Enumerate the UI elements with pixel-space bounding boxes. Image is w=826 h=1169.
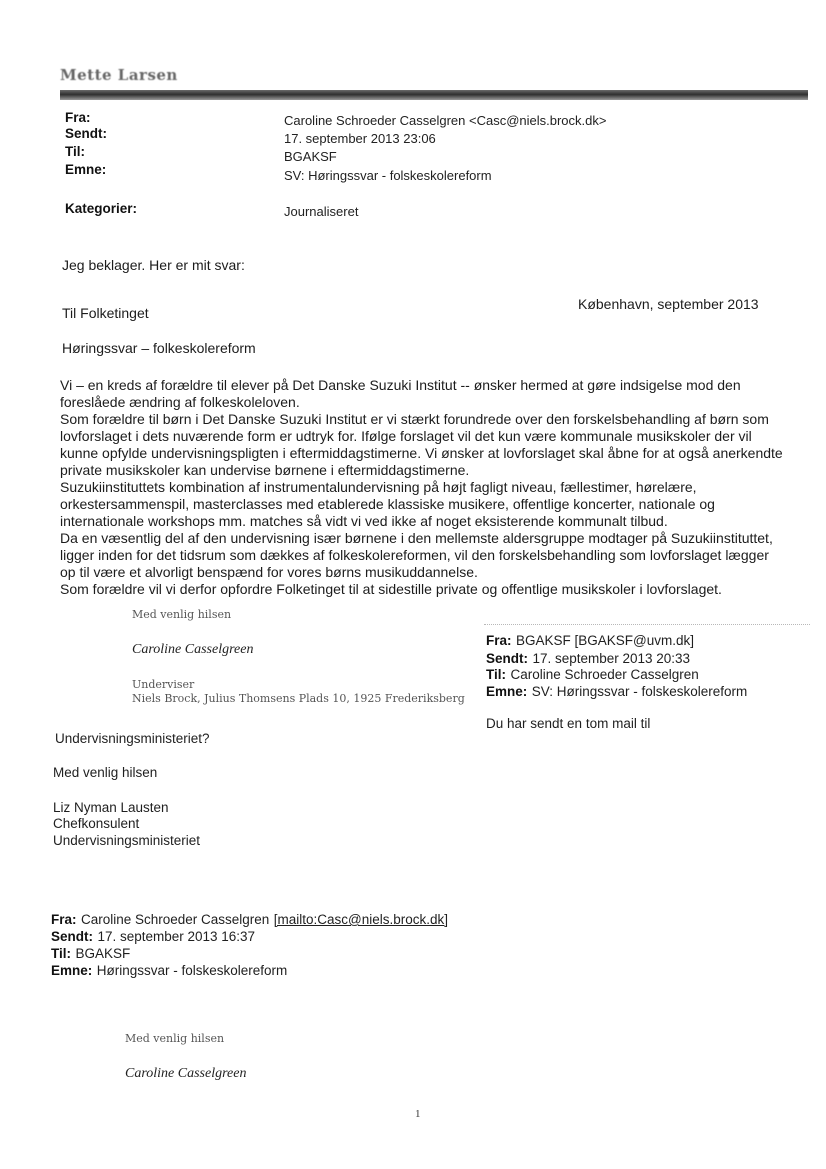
sender-bar	[60, 90, 808, 100]
sent-label: Sendt:	[65, 126, 107, 141]
signature-name: Caroline Casselgreen	[132, 642, 254, 657]
original-from-label: Fra:	[51, 912, 77, 927]
sender-name: Mette Larsen	[60, 66, 178, 84]
original-to-value: BGAKSF	[75, 946, 131, 961]
signature2-greeting: Med venlig hilsen	[125, 1032, 225, 1045]
original-sent-value: 17. september 2013 16:37	[97, 929, 256, 944]
categories-value: Journaliseret	[284, 204, 359, 219]
sent-value: 17. september 2013 23:06	[284, 131, 436, 146]
ministry-org: Undervisningsministeriet	[53, 833, 201, 848]
from-label: Fra:	[65, 110, 91, 125]
ministry-title: Chefkonsulent	[53, 816, 140, 831]
signature2-name: Caroline Casselgreen	[125, 1066, 247, 1081]
reply-divider	[484, 624, 810, 625]
reply-body: Du har sendt en tom mail til	[486, 716, 651, 731]
to-value: BGAKSF	[284, 149, 337, 164]
letter-line: Da en væsentlig del af den undervisning især børnene i den mellemste aldersgruppe modtager på Suzukiinstituttet,	[60, 530, 773, 546]
reply-subject-value: SV: Høringssvar - folskeskolereform	[531, 684, 748, 699]
original-from-value: Caroline Schroeder Casselgren	[80, 912, 270, 927]
signature-role: Underviser	[132, 678, 195, 691]
letter-line: orkestersammenspil, masterclasses med etablerede klassiske musikere, offentlige koncerter, nationale og	[60, 496, 715, 512]
letter-recipient: Til Folketinget	[62, 305, 149, 321]
categories-label: Kategorier:	[65, 201, 138, 216]
signature-address: Niels Brock, Julius Thomsens Plads 10, 1925 Frederiksberg	[132, 692, 465, 705]
letter-line: foreslåede ændring af folkeskoleloven.	[60, 394, 300, 410]
reply-subject-label: Emne:	[486, 684, 528, 699]
signature-greeting: Med venlig hilsen	[132, 608, 232, 621]
original-mailto-link[interactable]: [mailto:Casc@niels.brock.dk]	[273, 912, 449, 927]
original-subject-label: Emne:	[51, 963, 93, 978]
letter-line: Som forældre til børn i Det Danske Suzuki Institut er vi stærkt forundrede over den forskelsbehandling af børn som	[60, 411, 769, 427]
letter-line: private musikskoler kan undervise børnene i eftermiddagstimerne.	[60, 462, 470, 478]
subject-value: SV: Høringssvar - folskeskolereform	[284, 168, 492, 183]
reply-to-value: Caroline Schroeder Casselgren	[510, 667, 699, 682]
original-sent-label: Sendt:	[51, 929, 93, 944]
place-date: København, september 2013	[578, 296, 759, 312]
letter-body	[60, 377, 800, 598]
letter-line: op til være et alvorligt benspænd for vores børns musikuddannelse.	[60, 564, 478, 580]
letter-line: Vi – en kreds af forældre til elever på Det Danske Suzuki Institut -- ønsker hermed at gøre indsigelse mod den	[60, 377, 741, 393]
reply-from-value: BGAKSF [BGAKSF@uvm.dk]	[515, 633, 694, 648]
letter-line: kunne opfylde undervisningspligten i eftermiddagstimerne. Vi ønsker at lovforslaget skal åbne for at også anerkendte	[60, 445, 783, 461]
from-value: Caroline Schroeder Casselgren <Casc@niels.brock.dk>	[284, 113, 607, 128]
original-subject-value: Høringssvar - folskeskolereform	[96, 963, 288, 978]
to-label: Til:	[65, 144, 85, 159]
ministry-name: Liz Nyman Lausten	[53, 800, 169, 815]
reply-sent-value: 17. september 2013 20:33	[532, 651, 691, 666]
letter-line: internationale workshops mm. matches så vidt vi ved ikke af noget eksisterende kommunalt tilbud.	[60, 513, 668, 529]
original-to-label: Til:	[51, 946, 71, 961]
letter-title: Høringssvar – folkeskolereform	[62, 340, 256, 356]
ministry-question: Undervisningsministeriet?	[55, 731, 210, 746]
reply-to-label: Til:	[486, 667, 506, 682]
letter-line: ligger inden for det tidsrum som dækkes af folkeskolereformen, vil den forskelsbehandling som lovforslaget lægger	[60, 547, 769, 563]
letter-line: Suzukiinstituttets kombination af instrumentalundervisning på højt fagligt niveau, fællestimer, hørelære,	[60, 479, 697, 495]
subject-label: Emne:	[65, 162, 107, 177]
reply-sent-label: Sendt:	[486, 651, 528, 666]
letter-line: Som forældre vil vi derfor opfordre Folketinget til at sidestille private og offentlige musikskoler i lovforslaget.	[60, 581, 722, 597]
intro-text: Jeg beklager. Her er mit svar:	[62, 257, 245, 273]
reply-from-label: Fra:	[486, 633, 512, 648]
page-number: 1	[415, 1108, 421, 1120]
letter-line: lovforslaget i dets nuværende form er udtryk for. Ifølge forslaget vil det kun være kommunale musikskoler der vil	[60, 428, 752, 444]
ministry-greeting: Med venlig hilsen	[53, 765, 158, 780]
